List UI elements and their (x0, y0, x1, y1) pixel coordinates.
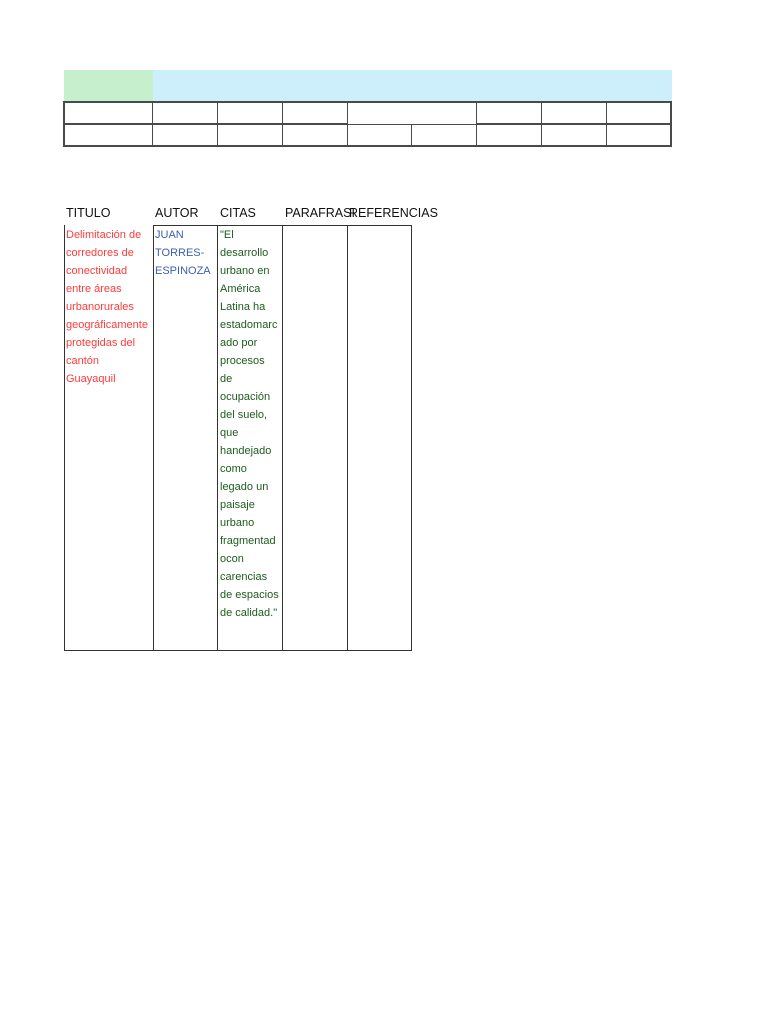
cell-line: paisaje (220, 499, 255, 511)
cell-line: conectividad (66, 265, 128, 277)
header-parafrasi: PARAFRASI (285, 206, 355, 220)
cell-autor (155, 226, 211, 280)
cell-line: de calidad." (220, 607, 278, 619)
cell-line: Guayaquil (66, 373, 116, 385)
table-border (153, 225, 154, 651)
top-empty-grid (63, 101, 672, 147)
grid-line (63, 123, 347, 125)
grid-line (476, 101, 477, 147)
cell-line: estadomarc (220, 319, 278, 331)
header-citas: CITAS (220, 206, 256, 220)
cell-line: urbano (220, 517, 255, 529)
cell-line: "El (220, 229, 234, 241)
cell-line: TORRES- (155, 247, 205, 259)
cell-line: del suelo, (220, 409, 268, 421)
grid-line (541, 101, 542, 147)
table-border (64, 650, 412, 651)
cell-line: handejado (220, 445, 272, 457)
cell-line: América (220, 283, 261, 295)
table-border (347, 225, 348, 651)
cell-line: como (220, 463, 247, 475)
table-border (64, 225, 65, 651)
grid-line (63, 101, 672, 103)
header-referencias: REFERENCIAS (349, 206, 438, 220)
cell-line: legado un (220, 481, 269, 493)
cell-line: JUAN (155, 229, 184, 241)
cell-line: desarrollo (220, 247, 269, 259)
grid-line (282, 101, 283, 147)
cell-line: de (220, 373, 233, 385)
cell-line: ado por (220, 337, 258, 349)
cell-line: ESPINOZA (155, 265, 211, 277)
grid-line (606, 101, 607, 147)
header-titulo: TITULO (66, 206, 111, 220)
cell-line: geográficamente (66, 319, 148, 331)
cell-line: urbano en (220, 265, 270, 277)
cell-line: procesos (220, 355, 265, 367)
table-border (411, 225, 412, 651)
table-border (217, 225, 218, 651)
grid-line (411, 124, 412, 147)
cell-line: protegidas del (66, 337, 136, 349)
grid-line (670, 101, 672, 147)
grid-line (63, 101, 65, 147)
cell-line: Delimitación de (66, 229, 142, 241)
cell-titulo (66, 226, 148, 388)
cell-line: Latina ha (220, 301, 266, 313)
header-band-green (64, 70, 153, 102)
grid-line (217, 101, 218, 147)
cell-line: corredores de (66, 247, 134, 259)
header-band-blue (153, 70, 672, 102)
cell-line: cantón (66, 355, 100, 367)
cell-line: de espacios (220, 589, 279, 601)
cell-citas (220, 226, 279, 622)
header-autor: AUTOR (155, 206, 199, 220)
cell-line: carencias (220, 571, 268, 583)
grid-line (476, 123, 672, 125)
cell-line: fragmentad (220, 535, 276, 547)
cell-line: entre áreas (66, 283, 122, 295)
grid-line (347, 101, 348, 147)
grid-line (63, 145, 672, 147)
cell-line: que (220, 427, 239, 439)
grid-line (152, 101, 153, 147)
cell-line: ocupación (220, 391, 271, 403)
cell-line: ocon (220, 553, 244, 565)
table-border (282, 225, 283, 651)
cell-line: urbanorurales (66, 301, 134, 313)
